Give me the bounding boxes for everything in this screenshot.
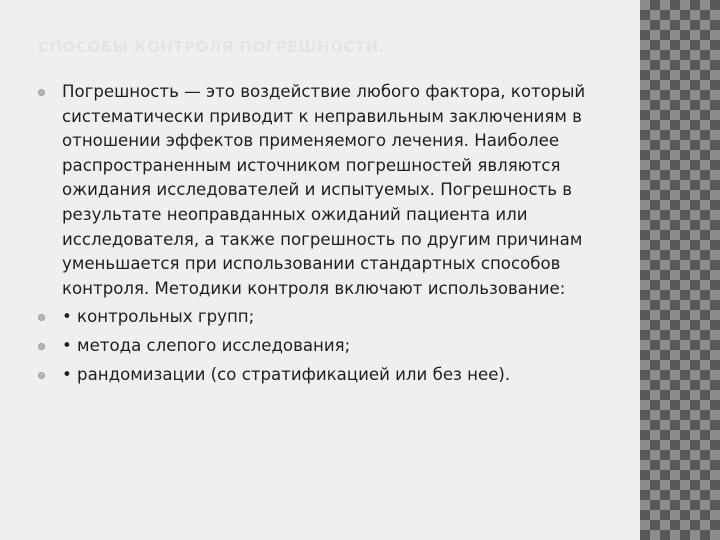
slide-title: СПОСОБЫ КОНТРОЛЯ ПОГРЕШНОСТИ. (38, 38, 385, 56)
list-item (38, 305, 608, 330)
bullet-list (38, 80, 608, 391)
list-item-text: • контрольных групп; (62, 307, 255, 327)
bullet-icon (38, 314, 45, 321)
list-item (38, 80, 608, 301)
list-item-text: • метода слепого исследования; (62, 335, 351, 355)
list-item-text: • рандомизации (со стратификацией или без нее). (62, 364, 511, 384)
bullet-icon (38, 372, 45, 379)
list-item-text: Погрешность — это воздействие любого фактора, который систематически приводит к неправильным заключениям в отношении эффектов применяемого лечения. Наиболее распространенным источником погрешностей являются ожидания исследователей и испытуемых. Погрешность в результате неоправданных ожиданий пациента или исследователя, а также погрешность по другим причинам уменьшается при использовании стандартных способов контроля. Методики контроля включают использование: (62, 82, 586, 298)
bullet-icon (38, 89, 45, 96)
bullet-icon (38, 343, 45, 350)
list-item (38, 363, 608, 388)
decorative-pattern-panel (640, 0, 720, 540)
list-item (38, 334, 608, 359)
